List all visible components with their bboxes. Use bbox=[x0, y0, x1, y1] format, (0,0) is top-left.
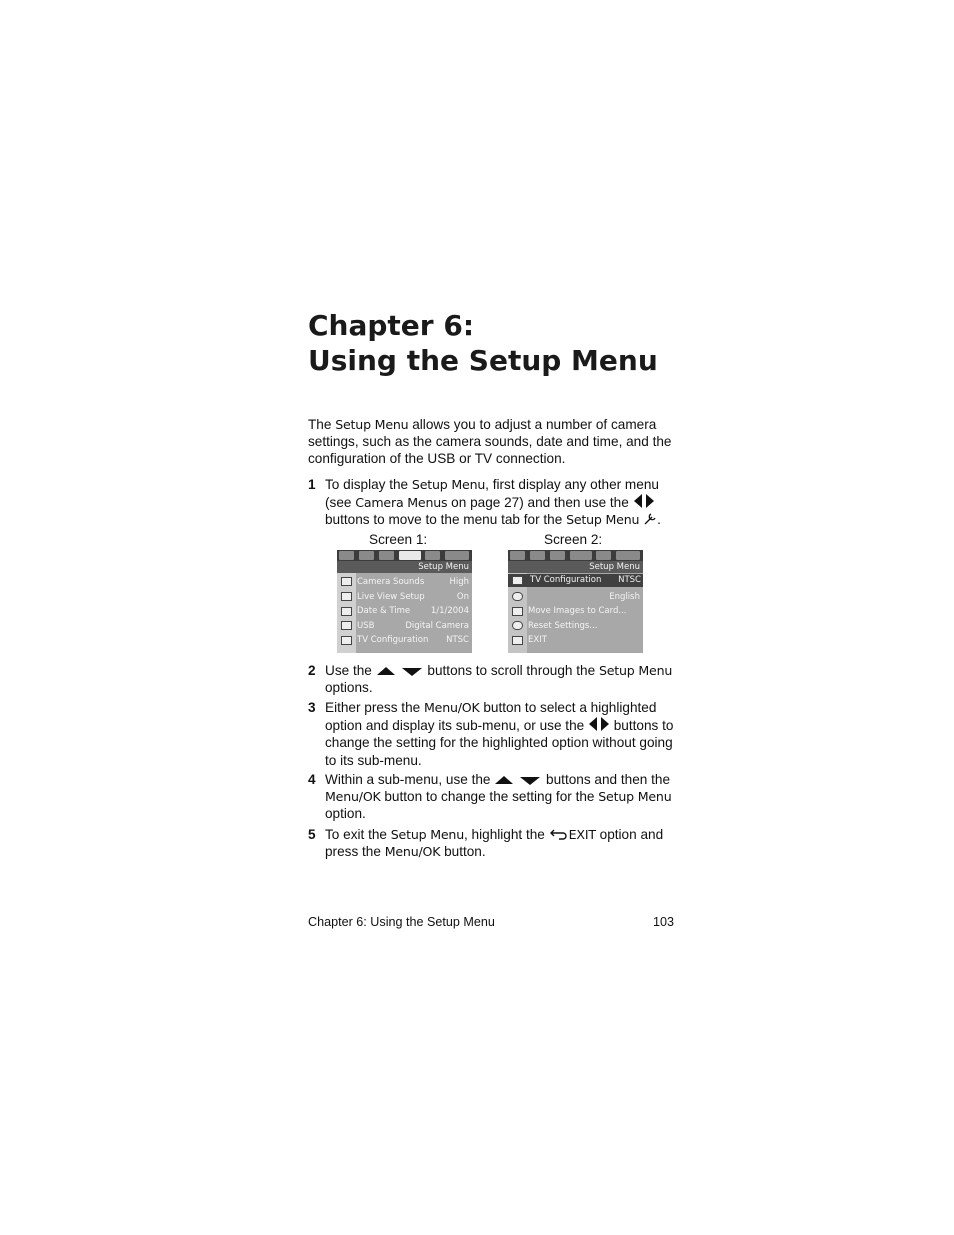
date-time-icon bbox=[341, 607, 352, 616]
battery-icon bbox=[616, 551, 640, 560]
setup-wrench-icon bbox=[643, 512, 657, 526]
page-number: 103 bbox=[653, 915, 675, 929]
step-1: 1 To display the Setup Menu, first display any other menu (see Camera Menus on page 27) and then use the buttons to move to the menu tab for the Setup Menu . bbox=[308, 477, 661, 528]
setup-menu-term: Setup Menu bbox=[335, 417, 409, 432]
battery-icon bbox=[445, 551, 469, 560]
menu-row: USB Digital Camera bbox=[357, 621, 469, 631]
menu-row: TV Configuration NTSC bbox=[357, 635, 469, 645]
step-3: 3 Either press the Menu/OK button to select a highlighted option and display its sub-menu, or use the buttons to change the setting for the highlighted option without going to its sub-menu. bbox=[308, 700, 674, 768]
screen-1-header: Setup Menu bbox=[337, 561, 472, 573]
chapter-title bbox=[308, 308, 658, 378]
screen-2-label: Screen 2: bbox=[544, 532, 603, 547]
setup-tab-icon bbox=[399, 551, 421, 560]
menu-row: Live View Setup On bbox=[357, 592, 469, 602]
step-5: 5 To exit the Setup Menu, highlight the EXIT option and press the Menu/OK button. bbox=[308, 827, 664, 860]
chapter-title-line2: Using the Setup Menu bbox=[308, 344, 658, 377]
exit-icon bbox=[512, 636, 523, 645]
menu-row: Camera Sounds High bbox=[357, 577, 469, 587]
left-right-arrows-icon bbox=[633, 493, 655, 509]
up-down-arrows-icon bbox=[494, 774, 542, 786]
share-tab-icon bbox=[379, 551, 394, 560]
help-tab-icon bbox=[425, 551, 440, 560]
screen-1-image bbox=[337, 550, 472, 653]
camera-sounds-icon bbox=[341, 577, 352, 586]
capture-tab-icon bbox=[510, 551, 525, 560]
capture-tab-icon bbox=[339, 551, 354, 560]
left-right-arrows-icon bbox=[588, 716, 610, 732]
menu-row: English bbox=[609, 592, 640, 602]
chapter-title-line1: Chapter 6: bbox=[308, 309, 475, 342]
up-down-arrows-icon bbox=[376, 665, 424, 677]
menu-row-highlighted: TV Configuration NTSC bbox=[508, 574, 643, 587]
menu-row: Date & Time 1/1/2004 bbox=[357, 606, 469, 616]
menu-tabs bbox=[337, 550, 472, 561]
playback-tab-icon bbox=[359, 551, 374, 560]
intro-paragraph: The Setup Menu allows you to adjust a number of camera settings, such as the camera sounds, date and time, and the configuration of the USB or TV connection. bbox=[308, 417, 672, 467]
tv-icon bbox=[512, 576, 523, 585]
screen-2-header: Setup Menu bbox=[508, 561, 643, 573]
share-tab-icon bbox=[550, 551, 565, 560]
tv-icon bbox=[341, 636, 352, 645]
language-icon bbox=[512, 592, 523, 601]
footer-chapter: Chapter 6: Using the Setup Menu bbox=[308, 915, 495, 929]
move-images-icon bbox=[512, 607, 523, 616]
return-arrow-icon bbox=[549, 827, 569, 841]
menu-row: Reset Settings... bbox=[528, 621, 598, 631]
reset-icon bbox=[512, 621, 523, 630]
usb-icon bbox=[341, 621, 352, 630]
setup-tab-icon bbox=[570, 551, 592, 560]
playback-tab-icon bbox=[530, 551, 545, 560]
menu-row: Move Images to Card... bbox=[528, 606, 627, 616]
screen-2-image bbox=[508, 550, 643, 653]
help-tab-icon bbox=[596, 551, 611, 560]
live-view-icon bbox=[341, 592, 352, 601]
step-2: 2 Use the buttons to scroll through the Setup Menu options. bbox=[308, 663, 673, 696]
menu-row: EXIT bbox=[528, 635, 547, 645]
step-4: 4 Within a sub-menu, use the buttons and then the Menu/OK button to change the setting for the Setup Menu option. bbox=[308, 772, 672, 822]
screen-1-label: Screen 1: bbox=[369, 532, 428, 547]
menu-tabs bbox=[508, 550, 643, 561]
